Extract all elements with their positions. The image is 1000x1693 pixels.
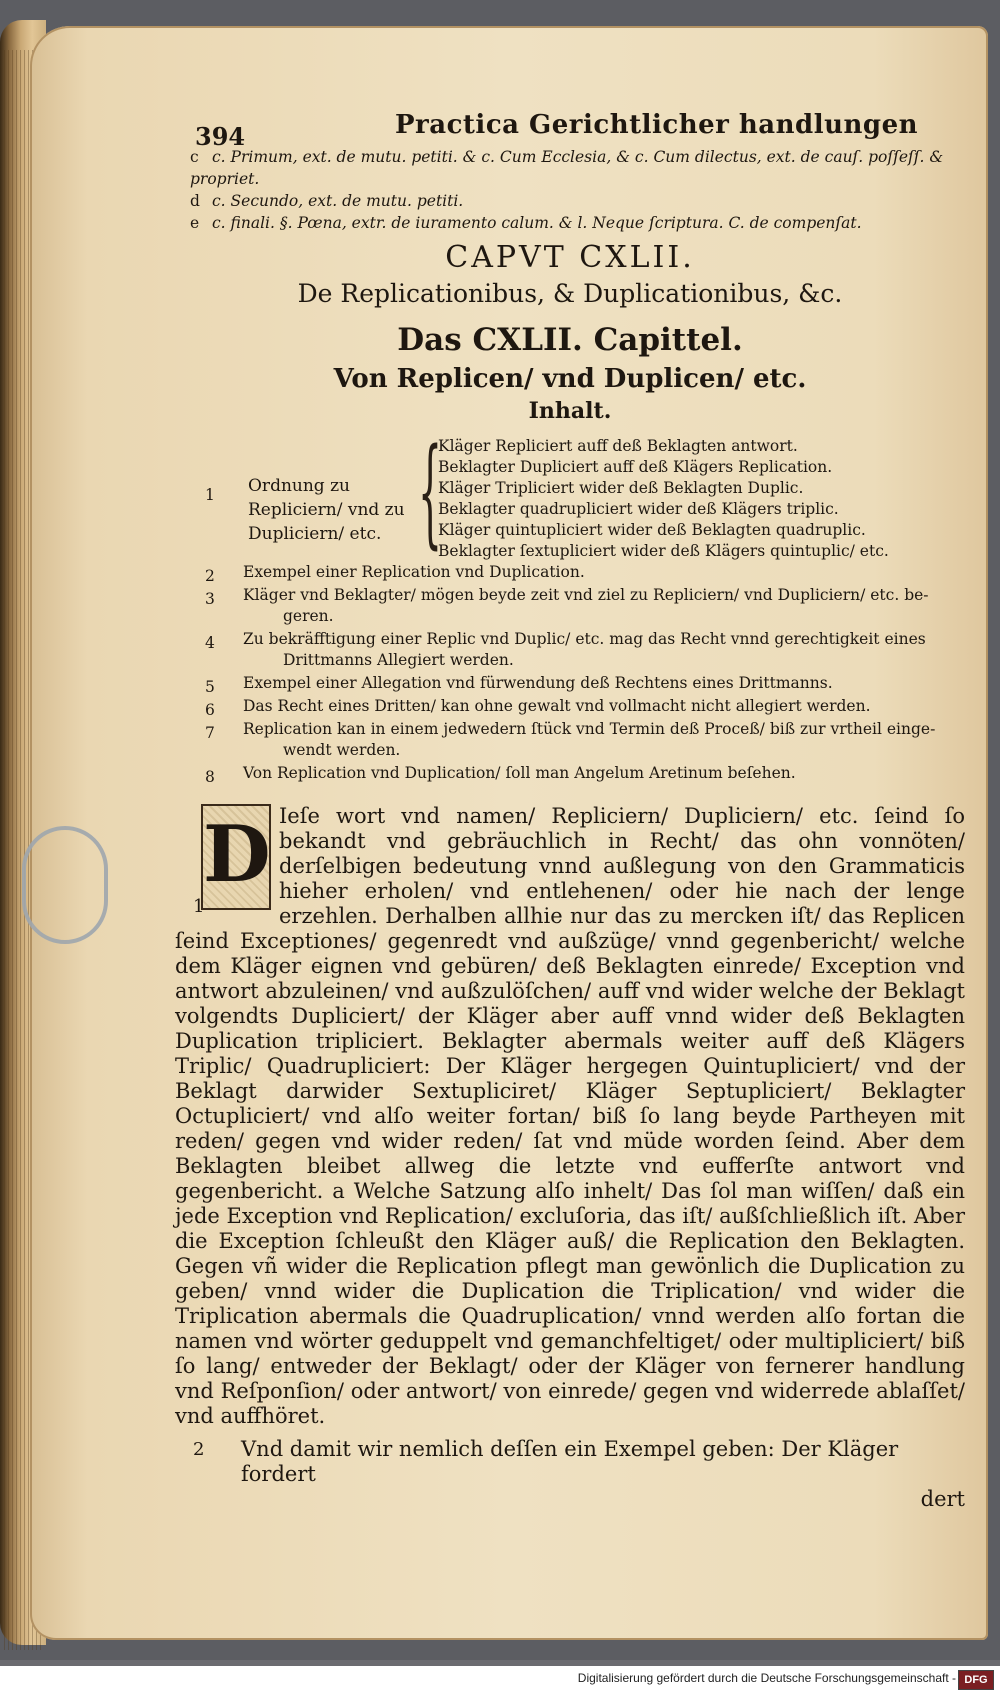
toc-subitem: Kläger Repliciert auff deß Beklagten antwort. [438, 437, 798, 455]
toc-entry: 6 Das Recht eines Dritten/ kan ohne gewalt vnd vollmacht nicht allegiert werden. [205, 697, 871, 719]
footer-credit: Digitalisierung gefördert durch die Deutsche Forschungsgemeinschaft - [577, 1671, 956, 1685]
toc-entry-1 [175, 422, 965, 560]
chapter-caput: CAPVT CXLII. [445, 240, 695, 275]
toc-subitem: Beklagter ſextupliciert wider deß Klägers quintuplic/ etc. [438, 542, 889, 560]
main-text [175, 804, 965, 1429]
footnote: d c. Secundo, ext. de mutu. petiti. [190, 192, 464, 210]
drop-cap: D [201, 804, 271, 910]
brace-glyph: { [418, 422, 443, 560]
toc-subitem: Beklagter quadrupliciert wider deß Klägers triplic. [438, 500, 839, 518]
page-content [175, 100, 965, 1511]
toc-entry: 7 Replication kan in einem jedwedern ſtück vnd Termin deß Proceß/ biß zur vrtheil einge- wendt werden. [205, 720, 936, 759]
dfg-logo: DFG [958, 1670, 994, 1690]
page-header [175, 100, 965, 151]
table-of-contents [175, 422, 965, 786]
page-clip [22, 826, 108, 944]
contents-heading: Inhalt. [528, 398, 612, 424]
footer-bar [0, 1666, 1000, 1693]
toc-label: Ordnung zu Repliciern/ vnd zu Dupliciern/ etc. [248, 476, 405, 544]
margin-number: 2 [193, 1439, 205, 1460]
page-number: 394 [195, 122, 246, 151]
chapter-latin-title: De Replicationibus, & Duplicationibus, &c. [297, 279, 843, 308]
footnote: c c. Primum, ext. de mutu. petiti. & c. Cum Ecclesia, & c. Cum dilectus, ext. de cauſ. poſſeſſ. & propriet. [190, 148, 944, 188]
margin-number: 1 [193, 896, 205, 917]
toc-number: 1 [205, 486, 215, 504]
running-head: Practica Gerichtlicher handlungen [395, 110, 919, 140]
toc-entry: 2 Exempel einer Replication vnd Duplication. [205, 563, 585, 585]
toc-subitems [438, 436, 889, 562]
catchword: dert [920, 1487, 965, 1511]
footnote: e c. finali. §. Pœna, extr. de iuramento calum. & l. Neque ſcriptura. C. de compenſat. [190, 214, 862, 232]
chapter-german-title: Das CXLII. Capittel. [397, 322, 743, 358]
toc-entry: 8 Von Replication vnd Duplication/ ſoll man Angelum Aretinum beſehen. [205, 764, 796, 786]
toc-entry: 4 Zu bekräfftigung einer Replic vnd Duplic/ etc. mag das Recht vnnd gerechtigkeit eines Drittmanns Allegiert werden. [205, 630, 926, 669]
paragraph-1: Ieſe wort vnd namen/ Repliciern/ Dupliciern/ etc. ſeind ſo bekandt vnd gebräuchlich in Recht/ das ohn vonnöten/ derſelbigen bedeutung vnnd außlegung von den Grammaticis hieher erholen/ vnd entlehenen/ oder hie nach der lenge erzehlen. Derhalben allhie nur das zu mercken iſt/ das Replicen ſeind Exceptiones/ gegenredt vnd außzüge/ vnnd gegenbericht/ welche dem Kläger eignen vnd gebüren/ deß Beklagten einrede/ Exception vnd antwort abzuleinen/ vnd außzulöſchen/ auff vnd wider welche der Beklagt volgendts Dupliciert/ der Kläger aber auff vnnd wider deß Beklagten Duplication tripliciert. Beklagter abermals weiter auff deß Klägers Triplic/ Quadrupliciert: Der Kläger hergegen Quintupliciert/ vnd der Beklagt darwider Sextupliciret/ Kläger Septupliciert/ Beklagter Octupliciert/ vnd alſo weiter fortan/ biß ſo lang beyde Partheyen mit reden/ gegen vnd wider reden/ ſat vnd müde worden ſeind. Aber dem Beklagten bleibet allweg die letzte vnd eufferſte antwort vnd gegenbericht. a Welche Satzung alſo inhelt/ Das ſol man wiſſen/ daß ein jede Exception vnd Replication/ excluſoria, das iſt/ außſchließlich iſt. Aber die Exception ſchleußt den Kläger auß/ die Replication den Beklagten. Gegen vñ wider die Replication pflegt man gewönlich die Duplication zu geben/ vnnd wider die Duplication die Triplication/ vnd wider die Triplication abermals die Quadruplication/ vnnd werden alſo fortan die namen vnd wörter geduppelt vnd gemanchfeltiget/ oder multipliciert/ biß ſo lang/ entweder der Beklagt/ oder der Kläger von fernerer handlung vnd Reſponſion/ oder antwort/ von einrede/ gegen vnd widerrede ablaſſet/ vnd auffhöret. [175, 804, 965, 1428]
toc-subitem: Kläger quintupliciert wider deß Beklagten quadruplic. [438, 521, 866, 539]
footnotes [175, 146, 965, 234]
toc-entry: 5 Exempel einer Allegation vnd fürwendung deß Rechtens eines Drittmanns. [205, 674, 833, 696]
chapter-german-subtitle: Von Replicen/ vnd Duplicen/ etc. [333, 364, 807, 394]
toc-subitem: Beklagter Dupliciert auff deß Klägers Replication. [438, 458, 833, 476]
paragraph-2: 2 Vnd damit wir nemlich deſſen ein Exempel geben: Der Kläger fordert [193, 1437, 899, 1486]
toc-subitem: Kläger Tripliciert wider deß Beklagten Duplic. [438, 479, 804, 497]
toc-entry: 3 Kläger vnd Beklagter/ mögen beyde zeit vnd ziel zu Repliciern/ vnd Dupliciern/ etc. be- geren. [205, 586, 929, 625]
